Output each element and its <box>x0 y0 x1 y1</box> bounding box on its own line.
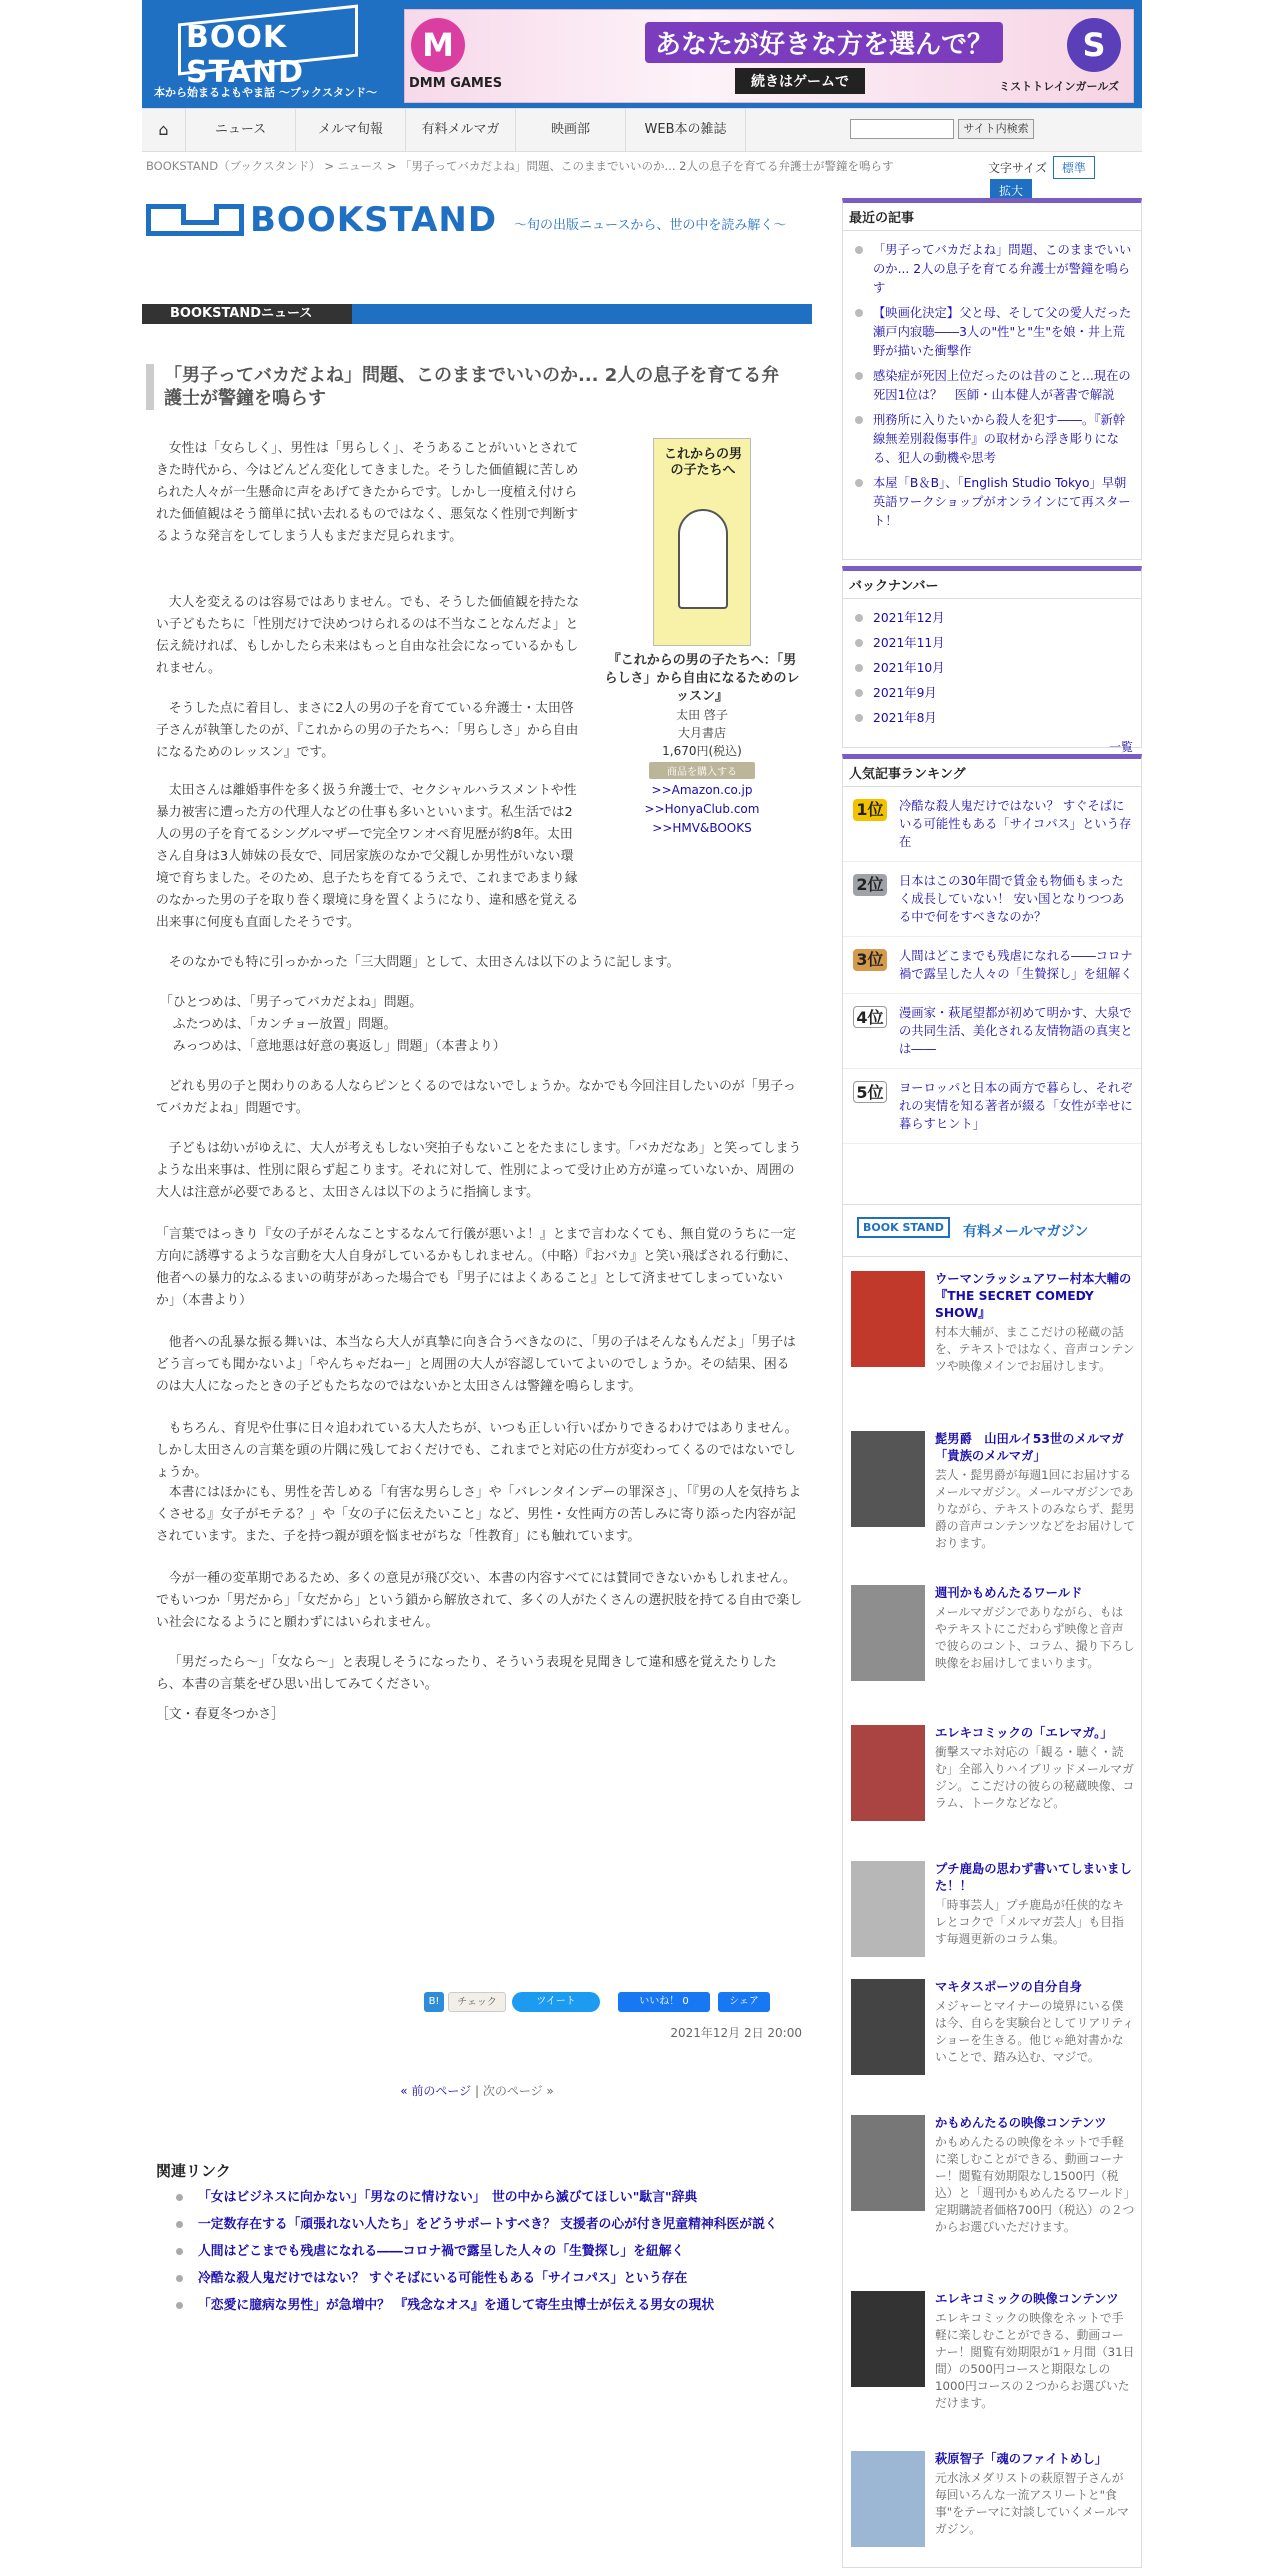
share-buttons <box>424 1992 804 2012</box>
backnumber-link[interactable]: 2021年8月 <box>873 711 937 725</box>
book-price: 1,670円(税込) <box>662 744 742 758</box>
related-link[interactable]: 人間はどこまでも残虐になれる――コロナ禍で露呈した人々の「生贄探し」を紐解く <box>198 2244 685 2259</box>
global-nav <box>142 108 1142 152</box>
breadcrumb-news[interactable]: ニュース <box>337 159 384 173</box>
backnumber-item <box>873 634 1133 653</box>
mailmag-header <box>843 1205 1141 1257</box>
nav-item-mailmag-junpo[interactable]: メルマ旬報 <box>296 109 406 151</box>
ranking-item <box>843 937 1141 994</box>
search-button[interactable]: サイト内検索 <box>958 119 1034 139</box>
breadcrumb-home[interactable]: BOOKSTAND（ブックスタンド） <box>146 159 321 173</box>
section-bar <box>142 304 812 324</box>
bookstand-brand <box>146 198 806 238</box>
article-paragraph: そうした点に着目し、まさに2人の男の子を育てている弁護士・太田啓子さんが執筆したのが、『これからの男の子たちへ：「男らしさ」から自由になるためのレッスン』です。 <box>156 701 579 760</box>
backnumber-heading: バックナンバー <box>843 571 1141 599</box>
backnumber-item <box>873 709 1133 728</box>
related-link[interactable]: 冷酷な殺人鬼だけではない？ すぐそばにいる可能性もある「サイコパス」という存在 <box>198 2271 688 2286</box>
article-paragraph: 今が一種の変革期であるため、多くの意見が飛び交い、本書の内容すべてには賛同できないかもしれません。でもいつか「男だから」「女だから」という鎖から解放されて、多くの人がたくさんの選択肢を持てる自由で楽しい社会になるようにと願わずにはいられません。 <box>156 1571 802 1630</box>
mailmag-logo: BOOK STAND <box>857 1217 950 1238</box>
breadcrumb <box>146 158 894 174</box>
rank-badge: 4位 <box>853 1006 887 1028</box>
buy-label: 商品を購入する <box>649 762 755 779</box>
amazon-link[interactable]: >>Amazon.co.jp <box>651 783 753 797</box>
logo-subtitle: 本から始まるよもやま話 〜ブックスタンド〜 <box>154 86 377 99</box>
backnumber-more-link[interactable]: 一覧 <box>1108 740 1133 754</box>
brand-tagline: 〜旬の出版ニュースから、世の中を読み解く〜 <box>514 218 787 233</box>
recent-item <box>873 241 1133 298</box>
mailmag-heading: 有料メールマガジン <box>963 1224 1089 1240</box>
recent-link[interactable]: 【映画化決定】父と母、そして父の愛人だった瀬戸内寂聴――3人の"性"と"生"を娘・井上荒野が描いた衝撃作 <box>873 306 1132 358</box>
mailmag-thumbnail[interactable] <box>851 1271 925 1367</box>
banner-headline: あなたが好きな方を選んで？ <box>645 22 1003 63</box>
recent-link[interactable]: 本屋「B＆B」、「English Studio Tokyo」早朝英語ワークショップがオンラインにて再スタート！ <box>873 476 1131 528</box>
related-link[interactable]: 一定数存在する「頑張れない人たち」をどうサポートすべき？ 支援者の心が付き児童精神科医が説く <box>198 2217 778 2232</box>
rank-badge: 3位 <box>853 949 887 971</box>
honyaclub-link[interactable]: >>HonyaClub.com <box>644 802 760 816</box>
ad-banner[interactable] <box>404 9 1134 103</box>
mailmag-thumbnail[interactable] <box>851 2115 925 2211</box>
breadcrumb-sep: > <box>324 159 334 173</box>
mailmag-desc: 元水泳メダリストの萩原智子さんが毎回いろんな一流アスリートと"食事"をテーマに対談していくメールマガジン。 <box>935 2471 1129 2536</box>
rank-badge: 5位 <box>853 1081 887 1103</box>
mailmag-title[interactable]: エレキコミックの映像コンテンツ <box>935 2292 1119 2306</box>
mailmag-desc: 衝撃スマホ対応の「観る・聴く・読む」全部入りハイブリッドメールマガジン。ここだけの彼らの秘蔵映像、コラム、トークなどなど。 <box>935 1745 1135 1810</box>
breadcrumb-current: 「男子ってバカだよね」問題、このままでいいのか... 2人の息子を育てる弁護士が警鐘を鳴らす <box>400 159 894 173</box>
related-heading: 関連リンク <box>156 2162 231 2180</box>
site-logo[interactable] <box>150 6 390 102</box>
mailmag-thumbnail[interactable] <box>851 2451 925 2547</box>
recent-heading: 最近の記事 <box>843 203 1141 231</box>
rank-badge: 1位 <box>853 799 887 821</box>
pager-sep: | <box>471 2084 483 2098</box>
recent-item <box>873 367 1133 405</box>
back-numbers <box>842 566 1142 754</box>
prev-page-link[interactable]: « 前のページ <box>400 2084 472 2098</box>
mailmag-title[interactable]: かもめんたるの映像コンテンツ <box>935 2116 1107 2130</box>
section-label: BOOKSTANDニュース <box>142 304 352 324</box>
mailmag-desc: メジャーとマイナーの境界にいる僕は今、自らを実験台としてリアリティショーを生きる。他じゃ絶対書かないことで、踏み込む、マジで。 <box>935 1999 1134 2064</box>
mailmag-title[interactable]: マキタスポーツの自分自身 <box>935 1980 1082 1994</box>
banner-tag: ミストトレインガールズ <box>999 80 1119 93</box>
nav-item-news[interactable]: ニュース <box>186 109 296 151</box>
nav-item-paid-mailmag[interactable]: 有料メルマガ <box>406 109 516 151</box>
mailmag-desc: エレキコミックの映像をネットで手軽に楽しむことができる、動画コーナー！閲覧有効期限が1ヶ月間（31日間）の500円コースと期限なしの1000円コースの２つからお選びいただけます。 <box>935 2311 1135 2410</box>
brand-name: BOOKSTAND <box>250 200 498 240</box>
rank-badge: 2位 <box>853 874 887 896</box>
article-paragraph: 女性は「女らしく」、男性は「男らしく」、そうあることがいいとされてきた時代から、今はどんどん変化してきました。そうした価値観に苦しめられた人々が一生懸命に声をあげてきたからです。しかし一度植え付けられた価値観はそう簡単に拭い去れるものではなく、悪気なく性別で判断するような発言をしてしまう人もまだまだ見られます。 <box>156 441 579 544</box>
book-title: 『これからの男の子たちへ：「男らしさ」から自由になるためのレッスン』 <box>604 653 800 704</box>
related-links <box>156 2160 806 2324</box>
pager <box>142 2082 812 2099</box>
font-size-label: 文字サイズ <box>988 161 1048 175</box>
mailmag-thumbnail[interactable] <box>851 1979 925 2075</box>
tweet-button[interactable]: ツイート <box>512 1992 600 2012</box>
mailmag-title[interactable]: ウーマンラッシュアワー村本大輔の『THE SECRET COMEDY SHOW』 <box>935 1272 1132 1320</box>
article-paragraph: 太田さんは離婚事件を多く扱う弁護士で、セクシャルハラスメントや性暴力被害に遭った方の代理人などの仕事も多いといいます。私生活では2人の男の子を育てるシングルマザーで完全ワンオペ育児歴が約8年。太田さん自身は3人姉妹の長女で、同居家族のなかで父親しか男性がいない環境で育ちました。そのため、息子たちを育てるうえで、これまであまり縁のなかった男の子を取り巻く環境に身を置くようになり、違和感を覚える出来事に何度も直面したそうです。 <box>156 783 579 930</box>
article-title: 「男子ってバカだよね」問題、このままでいいのか... 2人の息子を育てる弁護士が警鐘を鳴らす <box>146 364 786 410</box>
nav-item-movie[interactable]: 映画部 <box>516 109 626 151</box>
backnumber-item <box>873 684 1133 703</box>
mailmag-thumbnail[interactable] <box>851 1725 925 1821</box>
article-quote: 「ひとつめは、「男子ってバカだよね」問題。 ふたつめは、「カンチョー放置」問題。 みっつめは、「意地悪は好意の裏返し」問題」（本書より） <box>160 995 506 1054</box>
ranking-link[interactable]: 冷酷な殺人鬼だけではない？ すぐそばにいる可能性もある「サイコパス」という存在 <box>899 799 1132 849</box>
mailmag-title[interactable]: 萩原智子「魂のファイトめし」 <box>935 2452 1107 2466</box>
next-page-label: 次のページ » <box>482 2084 554 2098</box>
recent-item <box>873 304 1133 361</box>
search-input[interactable] <box>850 119 954 139</box>
book-info <box>602 438 802 838</box>
recent-articles <box>842 198 1142 560</box>
logo-text: BOOK STAND <box>186 20 304 90</box>
facebook-share-button[interactable]: シェア <box>718 1992 770 2012</box>
font-size-standard-button[interactable]: 標準 <box>1053 156 1095 179</box>
backnumber-link[interactable]: 2021年12月 <box>873 611 945 625</box>
article-paragraph: 本書にはほかにも、男性を苦しめる「有害な男らしさ」や「バレンタインデーの罪深さ」、「『男の人を気持ちよくさせる』女子がモテる？」や「女の子に伝えたいこと」など、男性・女性両方の苦しみに寄り添った内容が記されています。また、子を持つ親が頭を悩ませがちな「性教育」にも触れています。 <box>156 1485 802 1544</box>
related-item <box>176 2297 806 2315</box>
banner-right-badge: S <box>1067 18 1121 72</box>
banner-left-badge: M <box>411 18 465 72</box>
font-size-large-button[interactable]: 拡大 <box>990 179 1032 202</box>
paid-mailmag <box>842 1204 1142 2568</box>
backnumber-link[interactable]: 2021年9月 <box>873 686 937 700</box>
book-publisher: 大月書店 <box>677 726 726 740</box>
mailmag-desc: 芸人・髭男爵が毎週1回にお届けするメールマガジン。メールマガジンでありながら、テキストのみならず、髭男爵の音声コンテンツなどをお届けしております。 <box>935 1468 1135 1550</box>
ranking-item <box>843 862 1141 937</box>
ranking-heading: 人気記事ランキング <box>843 759 1141 787</box>
article-paragraph: 「男だったら～」「女なら～」と表現しそうになったり、そういう表現を見聞きして違和感を覚えたりしたら、本書の言葉をぜひ思い出してみてください。 <box>156 1655 777 1692</box>
ranking-link[interactable]: 日本はこの30年間で賃金も物価もまったく成長していない！ 安い国となりつつある中で何をすべきなのか？ <box>899 874 1125 924</box>
article-paragraph: もちろん、育児や仕事に日々追われている大人たちが、いつも正しい行いばかりできるわけではありません。しかし太田さんの言葉を頭の片隅に残しておくだけでも、これまでと対応の仕方が変わってくるのではないでしょうか。 <box>156 1421 798 1480</box>
banner-dmm-label: DMM GAMES <box>409 76 503 91</box>
mailmag-desc: メールマガジンでありながら、もはやテキストにこだわらず映像と音声で彼らのコント、コラム、撮り下ろし映像をお届けしてまいります。 <box>935 1605 1135 1670</box>
ranking-item <box>843 994 1141 1069</box>
article-paragraph: 子どもは幼いがゆえに、大人が考えもしない突拍子もないことをたまにします。「バカだなあ」と笑ってしまうような出来事は、性別に限らず起こります。それに対して、性別によって受け止め方が違っていないか、周囲の大人は注意が必要であると、太田さんは以下のように指摘します。 <box>156 1141 802 1200</box>
ranking-item <box>843 787 1141 862</box>
related-link[interactable]: 「恋愛に臆病な男性」が急増中？ 『残念なオス』を通して寄生虫博士が伝える男女の現状 <box>198 2298 715 2313</box>
mailmag-desc: かもめんたるの映像をネットで手軽に楽しむことができる、動画コーナー！閲覧有効期限なし1500円（税込）と「週刊かもめんたるワールド」定期購読者価格700円（税込）の２つからお選びいただけます。 <box>935 2135 1135 2234</box>
home-icon[interactable]: ⌂ <box>142 109 186 151</box>
nav-item-web-honnozasshi[interactable]: WEB本の雑誌 <box>626 109 746 151</box>
related-item <box>176 2216 806 2234</box>
article-paragraph: 大人を変えるのは容易ではありません。でも、そうした価値観を持たない子どもたちに「性別だけで決めつけられるのは不当なことなんだよ」と伝え続ければ、もしかしたら未来はもっと自由な社会になっているかもしれません。 <box>156 595 580 676</box>
ranking-link[interactable]: ヨーロッパと日本の両方で暮らし、それぞれの実情を知る著者が綴る「女性が幸せに暮らすヒント」 <box>899 1081 1133 1131</box>
mailmag-thumbnail[interactable] <box>851 1861 925 1957</box>
related-item <box>176 2270 806 2288</box>
recent-item <box>873 474 1133 531</box>
book-cover-illustration <box>678 509 728 609</box>
related-item <box>176 2243 806 2261</box>
font-size-switcher <box>988 156 1142 202</box>
bookstand-logo-icon <box>146 204 244 236</box>
mailmag-title[interactable]: エレキコミックの「エレマガ。」 <box>935 1726 1113 1740</box>
mailmag-title[interactable]: 髭男爵 山田ルイ53世のメルマガ「貴族のメルマガ」 <box>935 1432 1124 1463</box>
backnumber-item <box>873 659 1133 678</box>
mailmag-title[interactable]: 週刊かもめんたるワールド <box>935 1586 1083 1600</box>
hatena-bookmark-button[interactable]: B! <box>424 1992 444 2012</box>
site-header <box>142 0 1142 108</box>
backnumber-item <box>873 609 1133 628</box>
mailmag-thumbnail[interactable] <box>851 1585 925 1681</box>
article-paragraph: 他者への乱暴な振る舞いは、本当なら大人が真摯に向き合うべきなのに、「男の子はそんなもんだよ」「男子はどう言っても聞かないよ」「やんちゃだねー」と周囲の大人が容認していてよいのでしょうか。その結果、困るのは大人になったときの子どもたちなのではないかと太田さんは警鐘を鳴らします。 <box>156 1335 796 1394</box>
book-cover[interactable] <box>653 438 751 646</box>
book-cover-title: これからの男の子たちへ <box>663 447 742 478</box>
breadcrumb-sep: > <box>386 159 397 173</box>
article-paragraph: どれも男の子と関わりのある人ならピンとくるのではないでしょうか。なかでも今回注目したいのが「男子ってバカだよね」問題です。 <box>156 1079 796 1116</box>
mailmag-thumbnail[interactable] <box>851 2291 925 2387</box>
recent-item <box>873 411 1133 468</box>
facebook-like-button[interactable]: いいね！ 0 <box>618 1992 710 2012</box>
recent-link[interactable]: 感染症が死因上位だったのは昔のこと...現在の死因1位は？ 医師・山本健人が著書で解説 <box>873 369 1131 402</box>
mixi-check-button[interactable]: チェック <box>448 1992 506 2012</box>
mailmag-thumbnail[interactable] <box>851 1431 925 1527</box>
mailmag-title[interactable]: プチ鹿島の思わず書いてしまいました！！ <box>935 1862 1132 1893</box>
ranking-link[interactable]: 漫画家・萩尾望都が初めて明かす、大泉での共同生活、美化される友情物語の真実とは―― <box>899 1006 1133 1056</box>
article-quote: 「言葉ではっきり『女の子がそんなことするなんて行儀が悪いよ！』とまで言わなくても、無自覚のうちに一定方向に誘導するような言動を大人自身がしているかもしれません。（中略）『おバカ』と笑い飛ばされる行動に、他者への暴力的なふるまいの萌芽があった場合でも『男子にはよくあること』として済ませてしまっていないか」（本書より） <box>156 1227 797 1308</box>
recent-link[interactable]: 「男子ってバカだよね」問題、このままでいいのか... 2人の息子を育てる弁護士が警鐘を鳴らす <box>873 243 1132 295</box>
ranking-item <box>843 1069 1141 1144</box>
book-author: 太田 啓子 <box>676 708 728 722</box>
backnumber-link[interactable]: 2021年11月 <box>873 636 945 650</box>
article-credit: ［文・春夏冬つかさ］ <box>156 1707 284 1722</box>
recent-link[interactable]: 刑務所に入りたいから殺人を犯す――。『新幹線無差別殺傷事件』の取材から浮き彫りになる、犯人の動機や思考 <box>873 413 1126 465</box>
mailmag-desc: 村本大輔が、まここだけの秘蔵の話を、テキストではなく、音声コンテンツや映像メインでお届けします。 <box>935 1325 1135 1373</box>
related-link[interactable]: 「女はビジネスに向かない」「男なのに情けない」 世の中から滅びてほしい"駄言"辞典 <box>198 2190 698 2205</box>
article-date: 2021年12月 2日 20:00 <box>670 2026 802 2040</box>
banner-cta: 続きはゲームで <box>735 68 865 94</box>
related-item <box>176 2189 806 2207</box>
article-paragraph: そのなかでも特に引っかかった「三大問題」として、太田さんは以下のように記します。 <box>168 955 680 970</box>
mailmag-desc: 「時事芸人」プチ鹿島が任侠的なキレとコクで「メルマガ芸人」も目指す毎週更新のコラム集。 <box>935 1898 1124 1946</box>
backnumber-link[interactable]: 2021年10月 <box>873 661 945 675</box>
ranking-link[interactable]: 人間はどこまでも残虐になれる――コロナ禍で露呈した人々の「生贄探し」を紐解く <box>899 949 1133 981</box>
hmv-link[interactable]: >>HMV&BOOKS <box>652 821 752 835</box>
